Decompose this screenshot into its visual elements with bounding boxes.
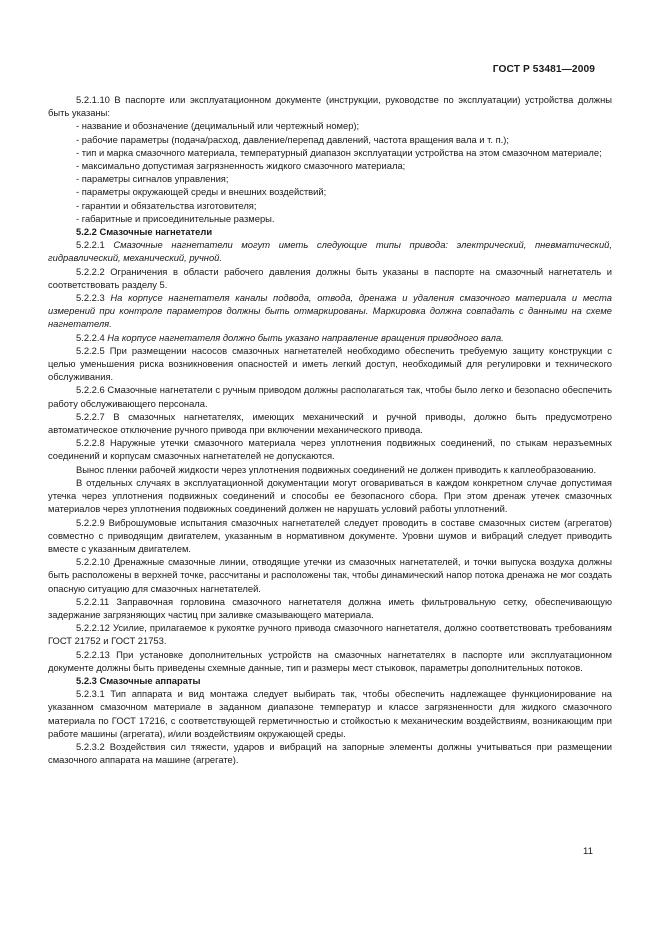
clause-paragraph: 5.2.2.9 Виброшумовые испытания смазочных нагнетателей следует проводить в составе смазочных систем (агрегатов) совместно с приводящим двигателем, указанным в нормативном документе. Уровни шумов и вибраций следует приводить вместе с указанным двигателем. xyxy=(48,516,612,554)
list-item: - название и обозначение (децимальный или чертежный номер); xyxy=(76,120,360,132)
list-item: - тип и марка смазочного материала, температурный диапазон эксплуатации устройства на этом смазочном материале; xyxy=(76,146,602,158)
list-item: - гарантии и обязательства изготовителя; xyxy=(76,199,257,211)
clause-paragraph: 5.2.2.11 Заправочная горловина смазочного нагнетателя должна иметь фильтровальную сетку, обеспечивающую задержание загрязняющих частиц при заливке смазывающего материала. xyxy=(48,595,612,620)
list-item: - параметры окружающей среды и внешних воздействий; xyxy=(76,186,327,198)
clause-number: 5.2.2.3 xyxy=(76,292,111,304)
section-heading: 5.2.2 Смазочные нагнетатели xyxy=(76,226,213,238)
clause-paragraph: 5.2.2.8 Наружные утечки смазочного материала через уплотнения подвижных соединений, по стыкам неразъемных соединений и корпусам смазочных нагнетателей не допускаются. xyxy=(48,437,612,462)
clause-paragraph: Вынос пленки рабочей жидкости через уплотнения подвижных соединений не должен приводить к каплеобразованию. xyxy=(76,463,597,475)
clause-paragraph: 5.2.2.13 При установке дополнительных устройств на смазочных нагнетателях в паспорте или эксплуатационном документе должны быть приведены схемные данные, тип и размеры мест стыковок, параметры дополнительных потоков. xyxy=(48,648,612,673)
section-heading: 5.2.3 Смазочные аппараты xyxy=(76,674,201,686)
clause-paragraph: 5.2.2.10 Дренажные смазочные линии, отводящие утечки из смазочных нагнетателей, и точки выпуска воздуха должны быть расположены в верхней точке, рассчитаны и расположены так, чтобы динамический напор потока дренажа не мог создать опасную ситуацию для смазочных нагнетателей. xyxy=(48,556,612,594)
clause-paragraph: 5.2.3.1 Тип аппарата и вид монтажа следует выбирать так, чтобы обеспечить надлежащее функционирование на указанном смазочном материале в заданном диапазоне температур и классе загрязненности для жидкого смазочного материала по ГОСТ 17216, с соответствующей герметичностью и стойкостью к механическим воздействиям, возникающим при работе машины (агрегата), и/или воздействиям окружающей среды. xyxy=(48,688,612,739)
list-item: - рабочие параметры (подача/расход, давление/перепад давлений, частота вращения вала и т. п.); xyxy=(76,133,510,145)
clause-paragraph: 5.2.2.5 При размещении насосов смазочных нагнетателей необходимо обеспечить требуемую защиту конструкции с целью уменьшения риска возникновения опасностей и иметь легкий доступ, необходимый для регулировки и технического обслуживания. xyxy=(48,344,612,383)
clause-text: На корпусе нагнетателя должно быть указано направление вращения приводного вала. xyxy=(107,331,504,343)
clause-text: Смазочные нагнетатели могут иметь следующие типы привода: электрический, пневматический, гидравлический, механический, ручной. xyxy=(48,239,612,264)
clause-text: На корпусе нагнетателя каналы подвода, отвода, дренажа и удаления смазочного материала и места измерений при контроле параметров должны быть отмаркированы. Маркировка должна совпадать с данными на схеме нагнетателя. xyxy=(48,292,612,330)
clause-paragraph: 5.2.2.6 Смазочные нагнетатели с ручным приводом должны располагаться так, чтобы было легко и безопасно обеспечить работу обслуживающего персонала. xyxy=(48,384,612,409)
clause-paragraph xyxy=(48,331,612,344)
clause-paragraph: 5.2.2.12 Усилие, прилагаемое к рукоятке ручного привода смазочного нагнетателя, должно соответствовать требованиям ГОСТ 21752 и ГОСТ 21753. xyxy=(48,622,612,647)
clause-paragraph: 5.2.2.2 Ограничения в области рабочего давления должны быть указаны в паспорте на смазочный нагнетатель и соответствовать разделу 5. xyxy=(48,265,612,290)
list-item: - габаритные и присоединительные размеры. xyxy=(76,212,275,224)
clause-paragraph: 5.2.3.2 Воздействия сил тяжести, ударов и вибраций на запорные элементы должны учитываться при размещении смазочного аппарата на машине (агрегате). xyxy=(48,740,612,766)
clause-number: 5.2.2.1 xyxy=(76,239,114,251)
standard-designation: ГОСТ Р 53481—2009 xyxy=(492,64,595,75)
clause-paragraph: В отдельных случаях в эксплуатационной документации могут оговариваться в каждом конкретном случае допустимая утечка через уплотнения подвижных соединений и способы ее безопасного сбора. При этом дренаж утечек смазочных материалов через уплотнения подвижных соединений должен не нарушать условий работы уплотнений. xyxy=(48,476,612,515)
clause-number: 5.2.2.4 xyxy=(76,331,108,343)
clause-paragraph: 5.2.2.7 В смазочных нагнетателях, имеющих механический и ручной приводы, должно быть предусмотрено автоматическое отключение ручного привода при включении механического привода. xyxy=(48,410,612,436)
clause-paragraph: 5.2.1.10 В паспорте или эксплуатационном документе (инструкции, руководстве по эксплуатации) устройства должны быть указаны: xyxy=(48,94,612,119)
clause-paragraph xyxy=(48,238,612,264)
page-number: 11 xyxy=(583,846,593,857)
list-item: - параметры сигналов управления; xyxy=(76,173,229,185)
clause-paragraph xyxy=(48,291,612,331)
list-item: - максимально допустимая загрязненность жидкого смазочного материала; xyxy=(76,160,406,172)
document-body xyxy=(48,93,612,766)
